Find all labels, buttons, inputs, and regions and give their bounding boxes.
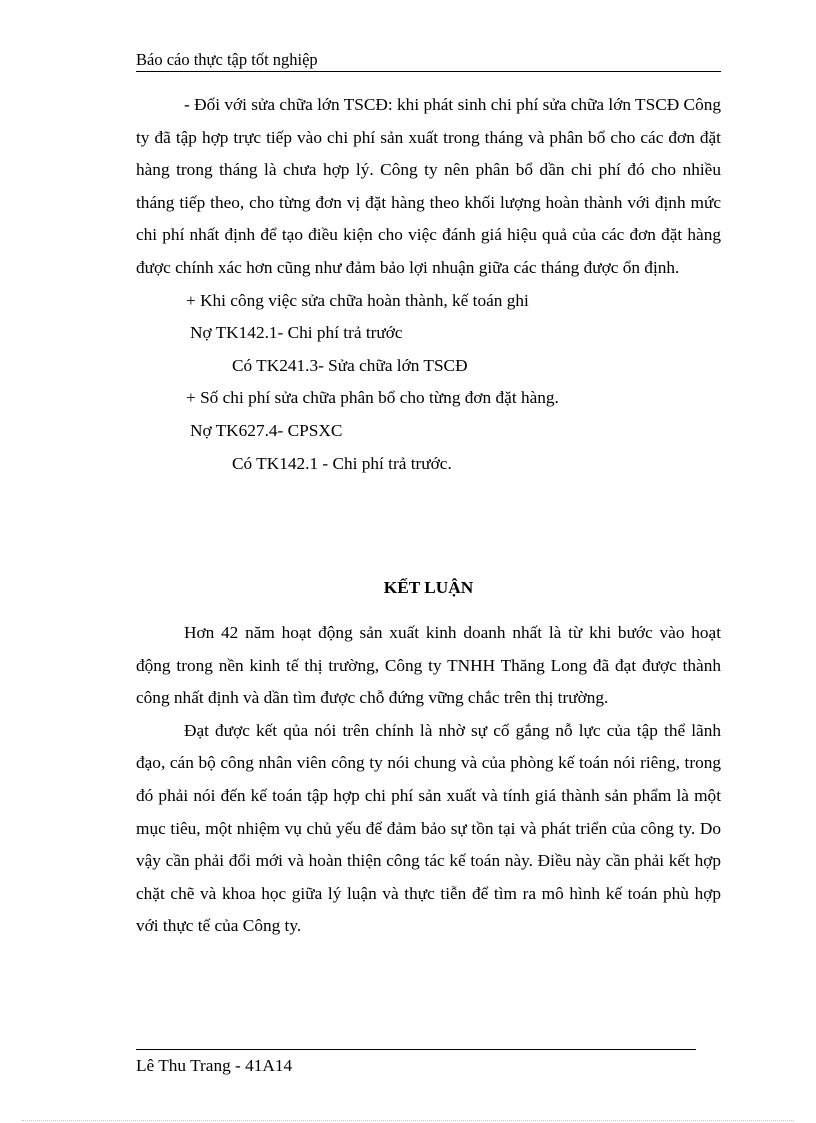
repair-cost-section <box>136 89 721 480</box>
conclusion-title: KẾT LUẬN <box>383 578 474 597</box>
journal-entry-line: + Khi công việc sửa chữa hoàn thành, kế toán ghi <box>186 290 529 310</box>
footer-divider <box>136 1049 696 1050</box>
page-footer: Lê Thu Trang - 41A14 <box>136 1056 293 1075</box>
journal-entry-line: Có TK142.1 - Chi phí trả trước. <box>232 453 452 473</box>
journal-entry-line: Nợ TK142.1- Chi phí trả trước <box>190 323 403 343</box>
page-bottom-edge <box>22 1120 794 1121</box>
conclusion-section <box>136 617 721 943</box>
journal-entry-line: Nợ TK627.4- CPSXC <box>190 420 343 440</box>
journal-entry-line: + Số chi phí sửa chữa phân bổ cho từng đơn đặt hàng. <box>186 388 559 408</box>
journal-entry-line: Có TK241.3- Sửa chữa lớn TSCĐ <box>232 355 468 375</box>
repair-cost-paragraph: - Đối với sửa chữa lớn TSCĐ: khi phát sinh chi phí sửa chữa lớn TSCĐ Công ty đã tập hợp trực tiếp vào chi phí sản xuất trong tháng và phân bổ cho các đơn đặt hàng trong tháng là chưa hợp lý. Công ty nên phân bổ dần chi phí đó cho nhiều tháng tiếp theo, cho từng đơn vị đặt hàng theo khối lượng hoàn thành với định mức chi phí nhất định để tạo điều kiện cho việc đánh giá hiệu quả của các đơn đặt hàng được chính xác hơn cũng như đảm bảo lợi nhuận giữa các tháng được ổn định. <box>136 95 721 277</box>
conclusion-paragraph: Đạt được kết qủa nói trên chính là nhờ sự cố gắng nỗ lực của tập thể lãnh đạo, cán bộ công nhân viên công ty nói chung và của phòng kế toán nói riêng, trong đó phải nói đến kế toán tập hợp chi phí sản xuất và tính giá thành sản phẩm là một mục tiêu, một nhiệm vụ chủ yếu để đảm bảo sự tồn tại và phát triển của công ty. Do vậy cần phải đổi mới và hoàn thiện công tác kế toán này. Điều này cần phải kết hợp chặt chẽ và khoa học giữa lý luận và thực tiễn để tìm ra mô hình kế toán phù hợp với thực tế của Công ty. <box>136 720 721 936</box>
page-header: Báo cáo thực tập tốt nghiệp <box>136 50 721 72</box>
conclusion-paragraph: Hơn 42 năm hoạt động sản xuất kinh doanh nhất là từ khi bước vào hoạt động trong nền kinh tế thị trường, Công ty TNHH Thăng Long đã đạt được thành công nhất định và dần tìm được chỗ đứng vững chắc trên thị trường. <box>136 623 721 708</box>
